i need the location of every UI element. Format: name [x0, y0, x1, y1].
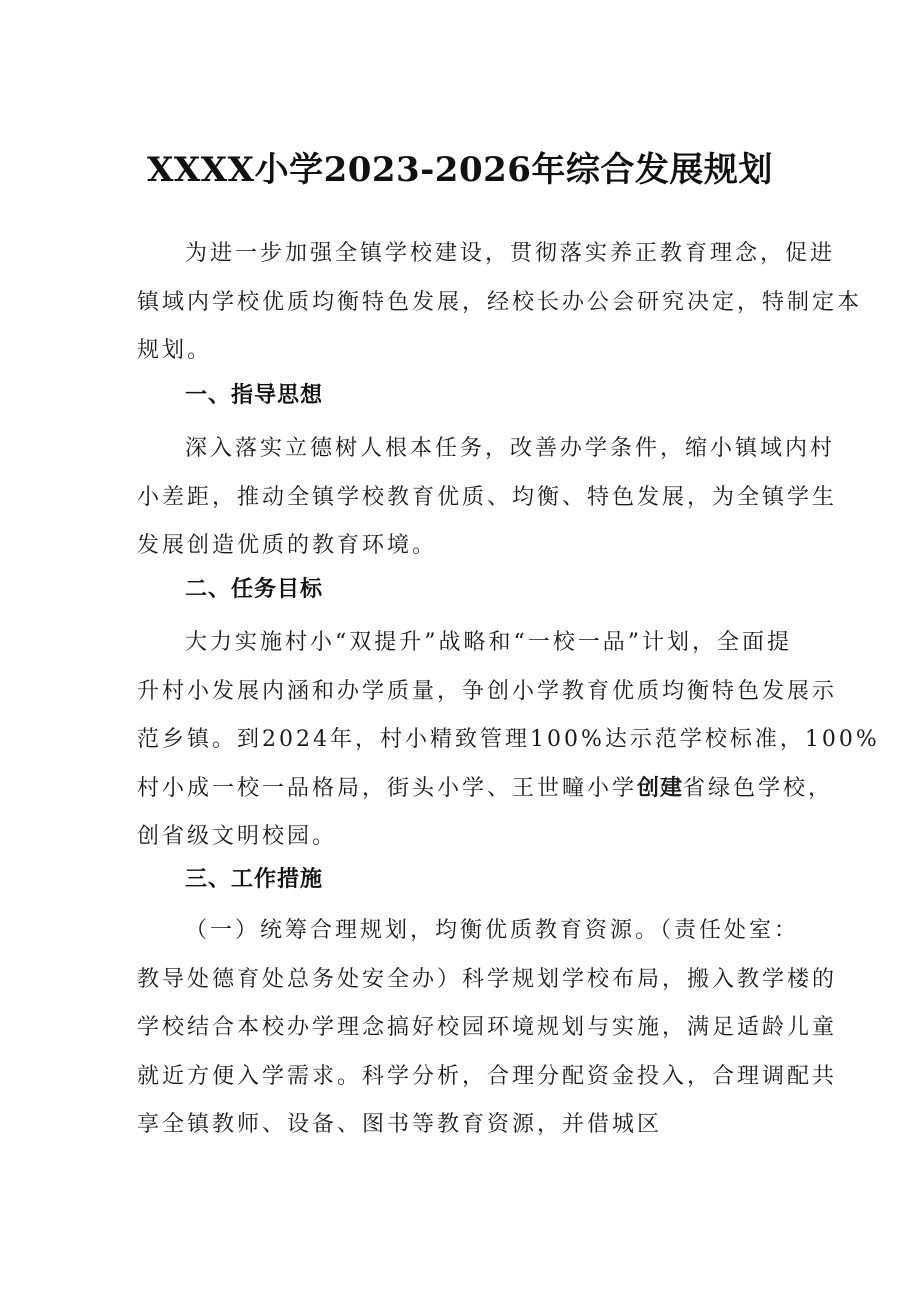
section2-line: 升村小发展内涵和办学质量，争创小学教育优质均衡特色发展示 [137, 678, 838, 704]
emphasized-text: 创建 [637, 775, 684, 801]
section1-line: 发展创造优质的教育环境。 [137, 533, 438, 558]
section-heading-1: 一、指导思想 [185, 383, 324, 408]
section3-line: 享全镇教师、设备、图书等教育资源，并借城区 [137, 1112, 663, 1137]
section2-line [137, 765, 834, 814]
section2-line: 创省级文明校园。 [137, 824, 338, 849]
document-title: XXXX小学2023-2026年综合发展规划 [147, 149, 773, 190]
section2-line4-text: 村小成一校一品格局，街头小学、王世疃小学 [137, 775, 638, 801]
section-heading-3: 三、工作措施 [185, 867, 324, 892]
section3-line: （一）统筹合理规划，均衡优质教育资源。（责任处室： [185, 918, 800, 943]
section1-line: 小差距，推动全镇学校教育优质、均衡、特色发展，为全镇学生 [137, 484, 838, 510]
section2-line: 大力实施村小“双提升”战略和“一校一品”计划，全面提 [185, 630, 792, 655]
intro-line: 为进一步加强全镇学校建设，贯彻落实养正教育理念，促进 [185, 241, 836, 266]
intro-paragraph [137, 230, 863, 376]
section-heading-2: 二、任务目标 [185, 577, 324, 602]
section3-line: 就近方便入学需求。科学分析，合理分配资金投入，合理调配共 [137, 1063, 838, 1089]
section3-line: 学校结合本校办学理念搞好校园环境规划与实施，满足适龄儿童 [137, 1015, 838, 1040]
intro-line: 规划。 [137, 338, 213, 363]
section3-line: 教导处德育处总务处安全办）科学规划学校布局，搬入教学楼的 [137, 966, 838, 992]
section1-paragraph [137, 425, 838, 571]
section2-line: 范乡镇。到2024年，村小精致管理100%达示范学校标准，100% [137, 727, 880, 752]
section2-line4-tail: 省绿色学校， [683, 775, 834, 801]
section3-paragraph [137, 907, 838, 1150]
section2-paragraph [137, 619, 880, 862]
section1-line: 深入落实立德树人根本任务，改善办学条件，缩小镇域内村 [185, 436, 836, 461]
intro-line: 镇域内学校优质均衡特色发展，经校长办公会研究决定，特制定本 [137, 289, 863, 315]
